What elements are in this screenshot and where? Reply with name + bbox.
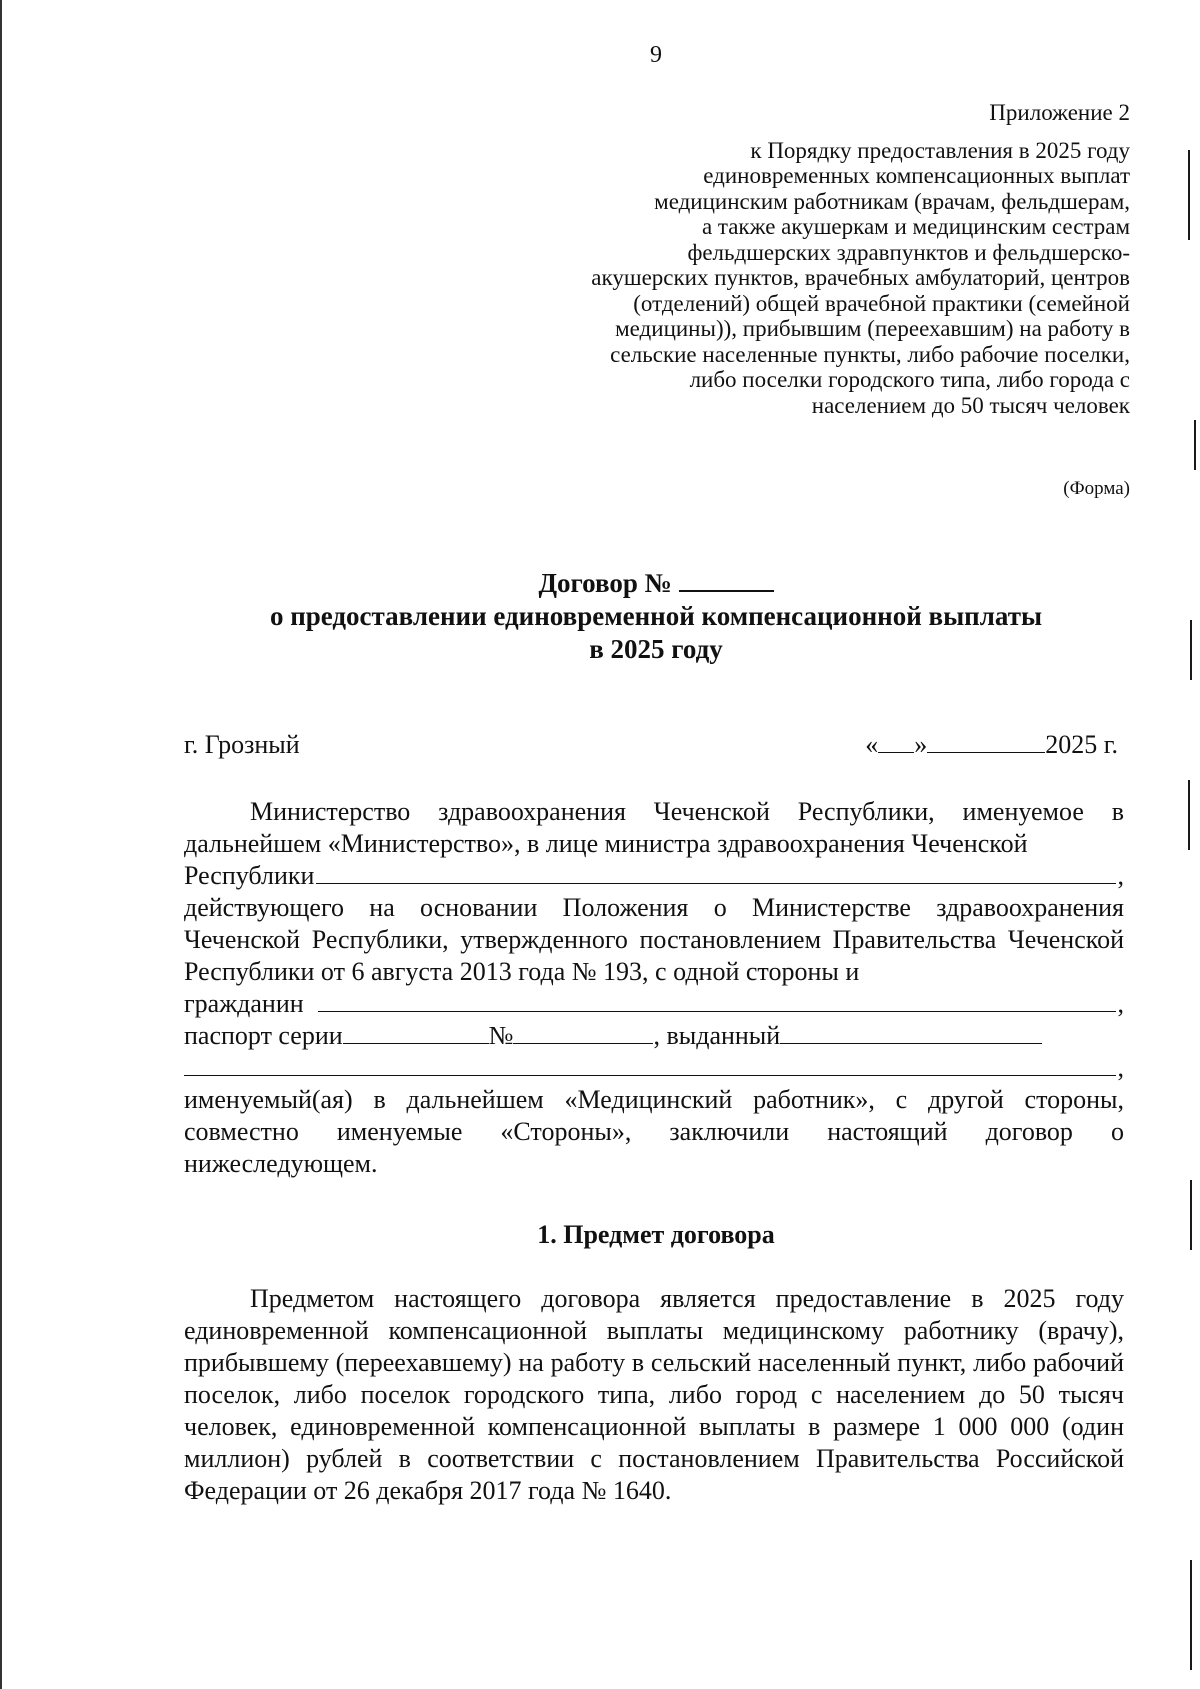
scan-edge-right-6 bbox=[1190, 1560, 1192, 1670]
scan-edge-right-1 bbox=[1188, 150, 1190, 240]
issued-by-continuation-blank bbox=[184, 1053, 1116, 1076]
comma: , bbox=[1117, 1053, 1124, 1082]
comma: , bbox=[1117, 989, 1124, 1018]
date-year: 2025 г. bbox=[1045, 730, 1118, 759]
appendix-line: медицинским работникам (врачам, фельдшерам, bbox=[654, 188, 1130, 214]
paragraph-intro: Министерство здравоохранения Чеченской Республики, именуемое в дальнейшем «Министерство», в лице министра здравоохранения Чеченской bbox=[184, 797, 1124, 858]
appendix-line: акушерских пунктов, врачебных амбулаторий, центров bbox=[591, 265, 1130, 290]
scan-edge-right-2 bbox=[1194, 420, 1196, 470]
title-line-2: о предоставлении единовременной компенсационной выплаты bbox=[269, 601, 1043, 631]
date bbox=[865, 730, 1118, 760]
parties-paragraph bbox=[184, 796, 1124, 1180]
appendix-label: Приложение 2 bbox=[989, 100, 1130, 125]
appendix-line: сельские населенные пункты, либо рабочие поселки, bbox=[610, 341, 1130, 367]
appendix-line: населением до 50 тысяч человек bbox=[811, 392, 1130, 418]
date-close-quote: » bbox=[914, 730, 928, 759]
minister-name-line bbox=[184, 860, 1124, 892]
passport-label: паспорт серии bbox=[184, 1021, 343, 1050]
title-line-3: в 2025 году bbox=[589, 634, 723, 664]
appendix-header bbox=[510, 100, 1130, 418]
minister-name-blank bbox=[316, 861, 1115, 884]
republic-label: Республики bbox=[184, 861, 315, 890]
citizen-line bbox=[184, 988, 1124, 1020]
passport-number-blank bbox=[513, 1021, 653, 1044]
issued-label: , выданный bbox=[653, 1021, 781, 1050]
section-text: Предметом настоящего договора является предоставление в 2025 году единовременной компенсационной выплаты медицинскому работнику (врачу), прибывшему (переехавшему) на работу в сельский населенный пункт, либо рабочий поселок, либо поселок городского типа, либо город с населением до 50 тысяч человек, единовременной компенсационной выплаты в размере 1 000 000 (один миллион) рублей в соответствии с постановлением Правительства Российской Федерации от 26 декабря 2017 года № 1640. bbox=[184, 1284, 1124, 1505]
month-blank bbox=[927, 730, 1045, 753]
appendix-line: либо поселки городского типа, либо города с bbox=[689, 367, 1130, 392]
contract-title bbox=[0, 566, 1200, 666]
section-heading: 1. Предмет договора bbox=[537, 1220, 775, 1249]
title-line-1 bbox=[0, 566, 1200, 600]
appendix-line: а также акушеркам и медицинским сестрам bbox=[701, 214, 1130, 239]
scan-edge-left bbox=[0, 0, 2, 1689]
closing-text: именуемый(ая) в дальнейшем «Медицинский работник», с другой стороны, совместно именуемые «Стороны», заключили настоящий договор о нижеследующем. bbox=[184, 1085, 1124, 1178]
appendix-line: к Порядку предоставления в 2025 году bbox=[750, 137, 1130, 163]
form-mark: (Форма) bbox=[1063, 478, 1130, 499]
appendix-line: фельдшерских здравпунктов и фельдшерско- bbox=[687, 239, 1130, 265]
scan-edge-right-4 bbox=[1188, 780, 1190, 850]
issued-by-line bbox=[184, 1052, 1124, 1084]
day-blank bbox=[878, 730, 914, 753]
basis-text: действующего на основании Положения о Министерстве здравоохранения Чеченской Республики, утвержденного постановлением Правительства Чеченской Республики от 6 августа 2013 года № 193, с одной стороны и bbox=[184, 893, 1124, 986]
place: г. Грозный bbox=[184, 730, 300, 759]
comma: , bbox=[1117, 861, 1124, 890]
passport-series-blank bbox=[343, 1021, 489, 1044]
appendix-line: медицины)), прибывшим (переехавшим) на работу в bbox=[615, 316, 1130, 341]
page-number: 9 bbox=[650, 42, 662, 68]
passport-number-sign: № bbox=[488, 1021, 514, 1050]
passport-line bbox=[184, 1020, 1124, 1052]
appendix-line: (отделений) общей врачебной практики (семейной bbox=[633, 290, 1130, 316]
citizen-label: гражданин bbox=[184, 989, 304, 1018]
citizen-name-blank bbox=[318, 989, 1116, 1012]
contract-number-blank bbox=[679, 566, 774, 592]
date-open-quote: « bbox=[865, 730, 879, 759]
appendix-line: единовременных компенсационных выплат bbox=[703, 163, 1130, 188]
issued-by-blank bbox=[780, 1021, 1042, 1044]
contract-number-label: Договор № bbox=[538, 568, 672, 598]
place-date-row bbox=[184, 730, 1118, 760]
